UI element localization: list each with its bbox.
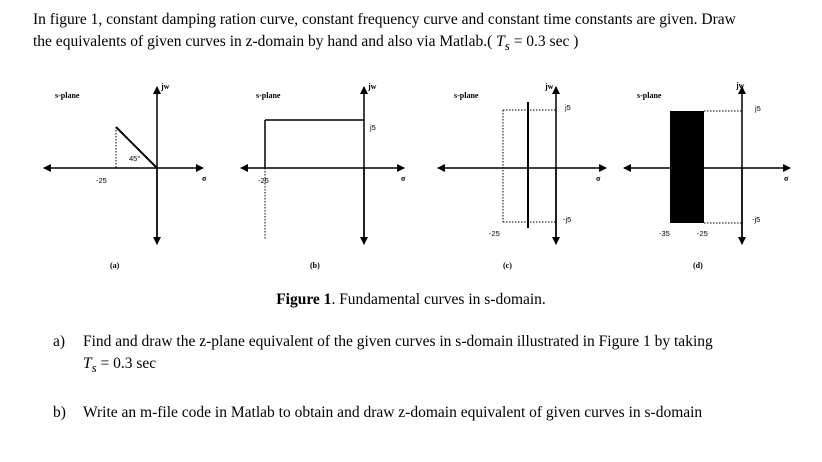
panel-a-sigma-label: σ <box>202 174 207 183</box>
question-a-ts-subscript: s <box>91 360 97 376</box>
question-b-label: b) <box>53 404 66 421</box>
panel-b-pos-imag-label: j5 <box>370 123 376 132</box>
question-a <box>53 331 793 379</box>
panel-b-neg-real-label: -25 <box>258 176 269 185</box>
intro-line-2: the equivalents of given curves in z-domain by hand and also via Matlab.( <box>33 33 493 50</box>
panel-b-sigma-label: σ <box>401 174 406 183</box>
panel-a-jw-label: jw <box>161 82 170 91</box>
panel-c-sigma-label: σ <box>596 174 601 183</box>
panel-b-jw-label: jw <box>368 82 377 91</box>
panel-a-neg-real-label: -25 <box>96 176 107 185</box>
panel-d-neg-imag-label: -j5 <box>752 215 761 224</box>
panel-b <box>241 82 406 270</box>
intro-line-1: In figure 1, constant damping ration curve, constant frequency curve and constant time constants are given. Draw <box>33 11 736 28</box>
panel-d-caption: (d) <box>693 261 703 270</box>
ts-value: = 0.3 sec ) <box>509 33 579 50</box>
panel-a-caption: (a) <box>110 261 120 270</box>
ts-subscript: s <box>504 38 510 54</box>
figure-caption-rest: . Fundamental curves in s-domain. <box>331 291 546 308</box>
ts-symbol: T <box>496 33 505 50</box>
panel-c-jw-label: jw <box>545 82 554 91</box>
question-a-ts-symbol: T <box>83 355 92 372</box>
question-b <box>53 402 793 424</box>
panel-d-neg-real-b-label: -25 <box>697 229 708 238</box>
panel-a <box>44 82 207 270</box>
panel-c-caption: (c) <box>503 261 512 270</box>
panel-c-neg-real-label: -25 <box>489 229 500 238</box>
panel-d-pos-imag-label: j5 <box>755 104 761 113</box>
panel-d-sigma-label: σ <box>784 174 789 183</box>
panel-a-angle-label: 45° <box>129 154 141 163</box>
panel-b-plane-label: s-plane <box>256 91 281 100</box>
question-b-text: Write an m-file code in Matlab to obtain and draw z-domain equivalent of given curves in s-domain <box>83 404 703 421</box>
question-a-ts-value: = 0.3 sec <box>96 355 157 372</box>
panel-c-neg-imag-label: -j5 <box>563 215 572 224</box>
panel-d-jw-label: jw <box>736 81 745 90</box>
figure-caption <box>0 291 822 309</box>
panel-c-pos-imag-label: j5 <box>565 103 571 112</box>
panel-d-neg-real-a-label: -35 <box>659 229 670 238</box>
panel-d-plane-label: s-plane <box>637 91 662 100</box>
question-a-text: Find and draw the z-plane equivalent of the given curves in s-domain illustrated in Figure 1 by taking <box>83 333 713 350</box>
question-a-label: a) <box>53 333 66 350</box>
panel-b-caption: (b) <box>310 261 320 270</box>
panel-c-plane-label: s-plane <box>454 91 479 100</box>
panel-d <box>624 81 790 270</box>
panel-c <box>438 82 606 270</box>
figure-caption-bold: Figure 1 <box>276 291 332 308</box>
panel-d-filled-region <box>670 111 704 223</box>
panel-a-plane-label: s-plane <box>55 91 80 100</box>
